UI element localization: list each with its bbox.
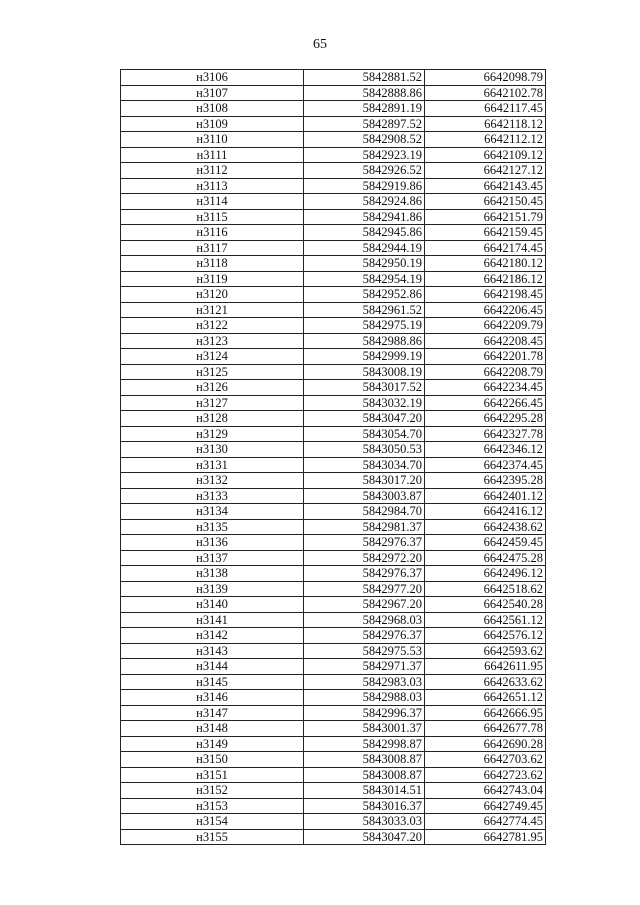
point-id-cell: н3153 bbox=[121, 798, 304, 814]
point-id-cell: н3109 bbox=[121, 116, 304, 132]
x-coordinate-cell: 5843054.70 bbox=[304, 426, 425, 442]
y-coordinate-cell: 6642295.28 bbox=[425, 411, 546, 427]
y-coordinate-cell: 6642518.62 bbox=[425, 581, 546, 597]
table-row bbox=[121, 70, 546, 86]
x-coordinate-cell: 5842968.03 bbox=[304, 612, 425, 628]
x-coordinate-cell: 5842983.03 bbox=[304, 674, 425, 690]
y-coordinate-cell: 6642186.12 bbox=[425, 271, 546, 287]
table-row bbox=[121, 225, 546, 241]
point-id-cell: н3120 bbox=[121, 287, 304, 303]
x-coordinate-cell: 5842945.86 bbox=[304, 225, 425, 241]
x-coordinate-cell: 5843008.19 bbox=[304, 364, 425, 380]
point-id-cell: н3133 bbox=[121, 488, 304, 504]
table-row bbox=[121, 163, 546, 179]
point-id-cell: н3107 bbox=[121, 85, 304, 101]
y-coordinate-cell: 6642496.12 bbox=[425, 566, 546, 582]
y-coordinate-cell: 6642112.12 bbox=[425, 132, 546, 148]
x-coordinate-cell: 5842908.52 bbox=[304, 132, 425, 148]
point-id-cell: н3139 bbox=[121, 581, 304, 597]
x-coordinate-cell: 5842967.20 bbox=[304, 597, 425, 613]
x-coordinate-cell: 5842998.87 bbox=[304, 736, 425, 752]
y-coordinate-cell: 6642611.95 bbox=[425, 659, 546, 675]
x-coordinate-cell: 5842976.37 bbox=[304, 535, 425, 551]
y-coordinate-cell: 6642208.45 bbox=[425, 333, 546, 349]
point-id-cell: н3146 bbox=[121, 690, 304, 706]
x-coordinate-cell: 5842999.19 bbox=[304, 349, 425, 365]
point-id-cell: н3141 bbox=[121, 612, 304, 628]
x-coordinate-cell: 5843017.52 bbox=[304, 380, 425, 396]
point-id-cell: н3155 bbox=[121, 829, 304, 845]
point-id-cell: н3121 bbox=[121, 302, 304, 318]
coordinates-table bbox=[120, 69, 546, 845]
point-id-cell: н3119 bbox=[121, 271, 304, 287]
table-row bbox=[121, 302, 546, 318]
x-coordinate-cell: 5842881.52 bbox=[304, 70, 425, 86]
y-coordinate-cell: 6642749.45 bbox=[425, 798, 546, 814]
point-id-cell: н3122 bbox=[121, 318, 304, 334]
point-id-cell: н3154 bbox=[121, 814, 304, 830]
x-coordinate-cell: 5842891.19 bbox=[304, 101, 425, 117]
table-row bbox=[121, 643, 546, 659]
x-coordinate-cell: 5843033.03 bbox=[304, 814, 425, 830]
y-coordinate-cell: 6642118.12 bbox=[425, 116, 546, 132]
table-row bbox=[121, 364, 546, 380]
point-id-cell: н3124 bbox=[121, 349, 304, 365]
point-id-cell: н3145 bbox=[121, 674, 304, 690]
y-coordinate-cell: 6642576.12 bbox=[425, 628, 546, 644]
table-row bbox=[121, 333, 546, 349]
x-coordinate-cell: 5842977.20 bbox=[304, 581, 425, 597]
y-coordinate-cell: 6642201.78 bbox=[425, 349, 546, 365]
coordinates-table-body bbox=[121, 70, 546, 845]
table-row bbox=[121, 380, 546, 396]
table-row bbox=[121, 457, 546, 473]
table-row bbox=[121, 194, 546, 210]
point-id-cell: н3125 bbox=[121, 364, 304, 380]
x-coordinate-cell: 5842981.37 bbox=[304, 519, 425, 535]
point-id-cell: н3127 bbox=[121, 395, 304, 411]
point-id-cell: н3108 bbox=[121, 101, 304, 117]
point-id-cell: н3150 bbox=[121, 752, 304, 768]
x-coordinate-cell: 5843008.87 bbox=[304, 767, 425, 783]
point-id-cell: н3114 bbox=[121, 194, 304, 210]
x-coordinate-cell: 5842954.19 bbox=[304, 271, 425, 287]
y-coordinate-cell: 6642150.45 bbox=[425, 194, 546, 210]
table-row bbox=[121, 287, 546, 303]
y-coordinate-cell: 6642234.45 bbox=[425, 380, 546, 396]
x-coordinate-cell: 5842923.19 bbox=[304, 147, 425, 163]
x-coordinate-cell: 5843001.37 bbox=[304, 721, 425, 737]
x-coordinate-cell: 5843050.53 bbox=[304, 442, 425, 458]
y-coordinate-cell: 6642401.12 bbox=[425, 488, 546, 504]
table-row bbox=[121, 736, 546, 752]
y-coordinate-cell: 6642127.12 bbox=[425, 163, 546, 179]
point-id-cell: н3148 bbox=[121, 721, 304, 737]
x-coordinate-cell: 5842976.37 bbox=[304, 628, 425, 644]
point-id-cell: н3118 bbox=[121, 256, 304, 272]
y-coordinate-cell: 6642143.45 bbox=[425, 178, 546, 194]
table-row bbox=[121, 132, 546, 148]
x-coordinate-cell: 5843003.87 bbox=[304, 488, 425, 504]
x-coordinate-cell: 5843034.70 bbox=[304, 457, 425, 473]
table-row bbox=[121, 550, 546, 566]
x-coordinate-cell: 5842984.70 bbox=[304, 504, 425, 520]
y-coordinate-cell: 6642743.04 bbox=[425, 783, 546, 799]
point-id-cell: н3110 bbox=[121, 132, 304, 148]
x-coordinate-cell: 5842972.20 bbox=[304, 550, 425, 566]
y-coordinate-cell: 6642180.12 bbox=[425, 256, 546, 272]
table-row bbox=[121, 674, 546, 690]
y-coordinate-cell: 6642159.45 bbox=[425, 225, 546, 241]
y-coordinate-cell: 6642416.12 bbox=[425, 504, 546, 520]
x-coordinate-cell: 5843032.19 bbox=[304, 395, 425, 411]
point-id-cell: н3117 bbox=[121, 240, 304, 256]
table-row bbox=[121, 752, 546, 768]
table-row bbox=[121, 101, 546, 117]
y-coordinate-cell: 6642438.62 bbox=[425, 519, 546, 535]
table-row bbox=[121, 659, 546, 675]
table-row bbox=[121, 318, 546, 334]
y-coordinate-cell: 6642209.79 bbox=[425, 318, 546, 334]
table-row bbox=[121, 566, 546, 582]
point-id-cell: н3144 bbox=[121, 659, 304, 675]
table-row bbox=[121, 488, 546, 504]
point-id-cell: н3131 bbox=[121, 457, 304, 473]
x-coordinate-cell: 5842941.86 bbox=[304, 209, 425, 225]
y-coordinate-cell: 6642206.45 bbox=[425, 302, 546, 318]
table-row bbox=[121, 504, 546, 520]
table-row bbox=[121, 473, 546, 489]
y-coordinate-cell: 6642651.12 bbox=[425, 690, 546, 706]
point-id-cell: н3140 bbox=[121, 597, 304, 613]
point-id-cell: н3129 bbox=[121, 426, 304, 442]
x-coordinate-cell: 5842926.52 bbox=[304, 163, 425, 179]
point-id-cell: н3111 bbox=[121, 147, 304, 163]
y-coordinate-cell: 6642174.45 bbox=[425, 240, 546, 256]
table-row bbox=[121, 442, 546, 458]
x-coordinate-cell: 5842988.03 bbox=[304, 690, 425, 706]
y-coordinate-cell: 6642102.78 bbox=[425, 85, 546, 101]
table-row bbox=[121, 721, 546, 737]
point-id-cell: н3151 bbox=[121, 767, 304, 783]
point-id-cell: н3143 bbox=[121, 643, 304, 659]
y-coordinate-cell: 6642151.79 bbox=[425, 209, 546, 225]
y-coordinate-cell: 6642690.28 bbox=[425, 736, 546, 752]
table-row bbox=[121, 178, 546, 194]
point-id-cell: н3115 bbox=[121, 209, 304, 225]
point-id-cell: н3135 bbox=[121, 519, 304, 535]
x-coordinate-cell: 5842944.19 bbox=[304, 240, 425, 256]
table-row bbox=[121, 783, 546, 799]
y-coordinate-cell: 6642475.28 bbox=[425, 550, 546, 566]
x-coordinate-cell: 5842919.86 bbox=[304, 178, 425, 194]
x-coordinate-cell: 5842897.52 bbox=[304, 116, 425, 132]
point-id-cell: н3123 bbox=[121, 333, 304, 349]
point-id-cell: н3130 bbox=[121, 442, 304, 458]
x-coordinate-cell: 5843014.51 bbox=[304, 783, 425, 799]
x-coordinate-cell: 5842961.52 bbox=[304, 302, 425, 318]
point-id-cell: н3126 bbox=[121, 380, 304, 396]
y-coordinate-cell: 6642703.62 bbox=[425, 752, 546, 768]
y-coordinate-cell: 6642561.12 bbox=[425, 612, 546, 628]
x-coordinate-cell: 5842975.19 bbox=[304, 318, 425, 334]
x-coordinate-cell: 5842888.86 bbox=[304, 85, 425, 101]
table-row bbox=[121, 597, 546, 613]
point-id-cell: н3128 bbox=[121, 411, 304, 427]
y-coordinate-cell: 6642208.79 bbox=[425, 364, 546, 380]
table-row bbox=[121, 147, 546, 163]
y-coordinate-cell: 6642098.79 bbox=[425, 70, 546, 86]
point-id-cell: н3106 bbox=[121, 70, 304, 86]
table-row bbox=[121, 798, 546, 814]
y-coordinate-cell: 6642395.28 bbox=[425, 473, 546, 489]
y-coordinate-cell: 6642774.45 bbox=[425, 814, 546, 830]
table-row bbox=[121, 690, 546, 706]
table-row bbox=[121, 395, 546, 411]
table-row bbox=[121, 349, 546, 365]
x-coordinate-cell: 5842924.86 bbox=[304, 194, 425, 210]
table-row bbox=[121, 426, 546, 442]
table-row bbox=[121, 535, 546, 551]
table-row bbox=[121, 612, 546, 628]
table-row bbox=[121, 767, 546, 783]
x-coordinate-cell: 5842988.86 bbox=[304, 333, 425, 349]
point-id-cell: н3138 bbox=[121, 566, 304, 582]
y-coordinate-cell: 6642374.45 bbox=[425, 457, 546, 473]
x-coordinate-cell: 5843008.87 bbox=[304, 752, 425, 768]
table-row bbox=[121, 705, 546, 721]
table-row bbox=[121, 256, 546, 272]
y-coordinate-cell: 6642117.45 bbox=[425, 101, 546, 117]
table-row bbox=[121, 628, 546, 644]
y-coordinate-cell: 6642723.62 bbox=[425, 767, 546, 783]
point-id-cell: н3134 bbox=[121, 504, 304, 520]
point-id-cell: н3132 bbox=[121, 473, 304, 489]
point-id-cell: н3149 bbox=[121, 736, 304, 752]
x-coordinate-cell: 5843047.20 bbox=[304, 829, 425, 845]
y-coordinate-cell: 6642593.62 bbox=[425, 643, 546, 659]
y-coordinate-cell: 6642198.45 bbox=[425, 287, 546, 303]
x-coordinate-cell: 5842952.86 bbox=[304, 287, 425, 303]
point-id-cell: н3152 bbox=[121, 783, 304, 799]
y-coordinate-cell: 6642677.78 bbox=[425, 721, 546, 737]
y-coordinate-cell: 6642327.78 bbox=[425, 426, 546, 442]
table-row bbox=[121, 411, 546, 427]
point-id-cell: н3112 bbox=[121, 163, 304, 179]
point-id-cell: н3147 bbox=[121, 705, 304, 721]
x-coordinate-cell: 5842950.19 bbox=[304, 256, 425, 272]
table-row bbox=[121, 829, 546, 845]
x-coordinate-cell: 5842996.37 bbox=[304, 705, 425, 721]
y-coordinate-cell: 6642540.28 bbox=[425, 597, 546, 613]
table-row bbox=[121, 814, 546, 830]
table-row bbox=[121, 240, 546, 256]
x-coordinate-cell: 5842971.37 bbox=[304, 659, 425, 675]
point-id-cell: н3116 bbox=[121, 225, 304, 241]
table-row bbox=[121, 116, 546, 132]
table-row bbox=[121, 85, 546, 101]
point-id-cell: н3113 bbox=[121, 178, 304, 194]
y-coordinate-cell: 6642109.12 bbox=[425, 147, 546, 163]
x-coordinate-cell: 5842976.37 bbox=[304, 566, 425, 582]
y-coordinate-cell: 6642633.62 bbox=[425, 674, 546, 690]
x-coordinate-cell: 5843017.20 bbox=[304, 473, 425, 489]
x-coordinate-cell: 5843047.20 bbox=[304, 411, 425, 427]
table-row bbox=[121, 519, 546, 535]
y-coordinate-cell: 6642666.95 bbox=[425, 705, 546, 721]
y-coordinate-cell: 6642266.45 bbox=[425, 395, 546, 411]
table-row bbox=[121, 209, 546, 225]
table-row bbox=[121, 271, 546, 287]
point-id-cell: н3136 bbox=[121, 535, 304, 551]
page-number: 65 bbox=[313, 37, 327, 52]
x-coordinate-cell: 5843016.37 bbox=[304, 798, 425, 814]
y-coordinate-cell: 6642346.12 bbox=[425, 442, 546, 458]
table-row bbox=[121, 581, 546, 597]
point-id-cell: н3142 bbox=[121, 628, 304, 644]
y-coordinate-cell: 6642781.95 bbox=[425, 829, 546, 845]
y-coordinate-cell: 6642459.45 bbox=[425, 535, 546, 551]
point-id-cell: н3137 bbox=[121, 550, 304, 566]
x-coordinate-cell: 5842975.53 bbox=[304, 643, 425, 659]
